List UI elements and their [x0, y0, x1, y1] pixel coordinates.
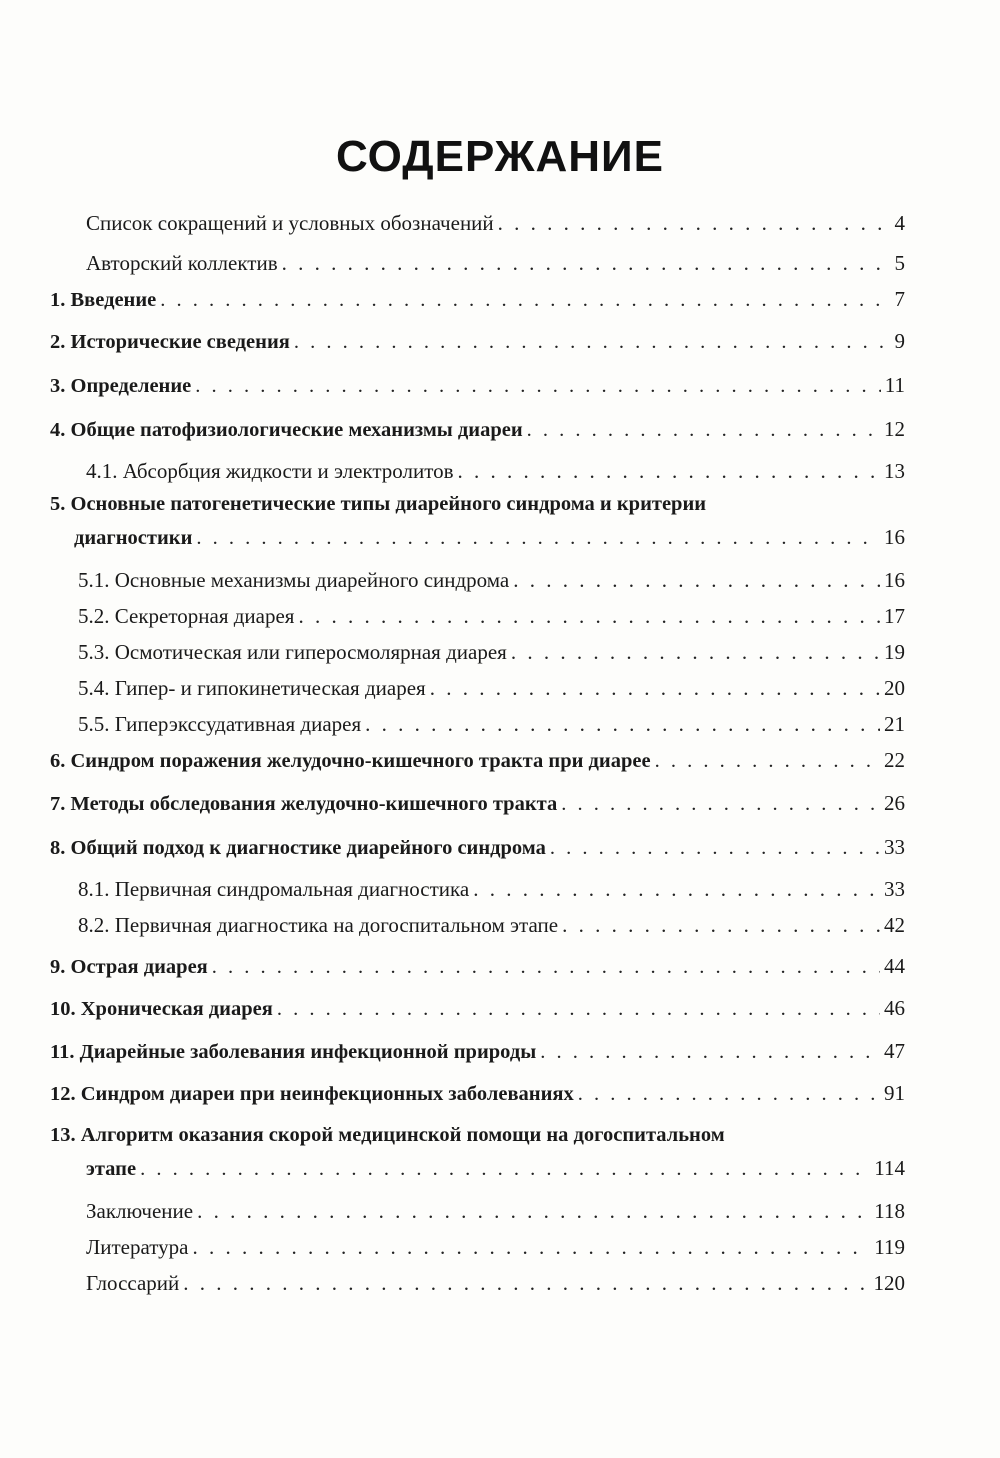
toc-entry-label: 10. Хроническая диарея: [50, 998, 273, 1020]
toc-entry[interactable]: [86, 248, 905, 278]
toc-entry-label: 8.2. Первичная диагностика на догоспитальном этапе: [78, 913, 559, 937]
leader-dots: [498, 208, 891, 238]
leader-dots: [513, 565, 880, 595]
toc-entry[interactable]: [78, 874, 905, 904]
leader-dots: [578, 1079, 880, 1109]
leader-dots: [195, 371, 880, 401]
toc-entry-label: 8. Общий подход к диагностике диарейного синдрома: [50, 837, 546, 859]
toc-page-number: 4: [894, 211, 905, 235]
toc-entry-label: 9. Острая диарея: [50, 956, 208, 978]
toc-page-number: 12: [884, 417, 905, 441]
toc-entry-label: Список сокращений и условных обозначений: [86, 211, 494, 235]
toc-entry-label-line1: 5. Основные патогенетические типы диарейного синдрома и критерии: [50, 493, 707, 515]
toc-entry[interactable]: [74, 522, 905, 552]
toc-entry[interactable]: [86, 1153, 905, 1183]
leader-dots: [197, 1196, 870, 1226]
toc-entry[interactable]: [50, 370, 905, 400]
toc-entry-label-line1: 13. Алгоритм оказания скорой медицинской помощи на догоспитальном: [50, 1124, 725, 1146]
leader-dots: [550, 833, 880, 863]
leader-dots: [298, 601, 880, 631]
toc-page-number: 17: [884, 604, 905, 628]
toc-entry[interactable]: [50, 284, 905, 314]
toc-page-number: 16: [884, 525, 905, 549]
toc-page-number: 11: [884, 373, 905, 397]
toc-entry[interactable]: [86, 1268, 905, 1298]
toc-page-number: 119: [874, 1235, 905, 1259]
toc-entry-label: 5.2. Секреторная диарея: [78, 604, 295, 628]
toc-entry[interactable]: [50, 326, 905, 356]
toc-page-number: 120: [873, 1271, 905, 1295]
leader-dots: [473, 874, 880, 904]
toc-page-number: 44: [884, 954, 905, 978]
leader-dots: [212, 952, 880, 982]
toc-page-number: 7: [894, 287, 905, 311]
toc-page-number: 26: [884, 791, 905, 815]
toc-entry-label: 2. Исторические сведения: [50, 331, 290, 353]
toc-entry-label: Заключение: [86, 1199, 194, 1223]
toc-page-number: 13: [884, 459, 905, 483]
toc-entry-label: 5.5. Гиперэкссудативная диарея: [78, 712, 362, 736]
toc-entry[interactable]: [86, 1196, 905, 1226]
toc-entry[interactable]: [50, 414, 905, 444]
toc-entry-label: 6. Синдром поражения желудочно-кишечного тракта при диарее: [50, 750, 651, 772]
toc-entry-label: 4. Общие патофизиологические механизмы диареи: [50, 419, 523, 441]
toc-page-number: 22: [884, 748, 905, 772]
leader-dots: [160, 285, 890, 315]
toc-entry[interactable]: [78, 910, 905, 940]
leader-dots: [430, 673, 880, 703]
leader-dots: [282, 248, 891, 278]
toc-page-number: 16: [884, 568, 905, 592]
leader-dots: [458, 456, 880, 486]
toc-entry[interactable]: [50, 1036, 905, 1066]
toc-page-number: 19: [884, 640, 905, 664]
toc-entry[interactable]: [78, 673, 905, 703]
toc-page-number: 118: [874, 1199, 905, 1223]
leader-dots: [365, 709, 880, 739]
leader-dots: [511, 637, 880, 667]
toc-entry-label: 4.1. Абсорбция жидкости и электролитов: [86, 459, 454, 483]
toc-entry[interactable]: [78, 709, 905, 739]
toc-page-number: 5: [894, 251, 905, 275]
toc-entry[interactable]: [50, 832, 905, 862]
toc-entry[interactable]: [78, 601, 905, 631]
toc-page-number: 91: [884, 1081, 905, 1105]
toc-entry[interactable]: [50, 951, 905, 981]
toc-entry-label: 3. Определение: [50, 375, 192, 397]
toc-page-number: 114: [874, 1156, 905, 1180]
toc-entry-label: Авторский коллектив: [86, 251, 278, 275]
leader-dots: [277, 994, 880, 1024]
leader-dots: [527, 415, 880, 445]
toc-entry[interactable]: [86, 456, 905, 486]
toc-page-number: 33: [884, 877, 905, 901]
toc-entry[interactable]: [78, 565, 905, 595]
toc-page-number: 42: [884, 913, 905, 937]
leader-dots: [562, 910, 880, 940]
toc-entry[interactable]: [50, 993, 905, 1023]
toc-page-number: 33: [884, 835, 905, 859]
leader-dots: [183, 1268, 869, 1298]
leader-dots: [294, 327, 891, 357]
toc-page-number: 9: [894, 329, 905, 353]
leader-dots: [655, 746, 880, 776]
toc-entry-label: 11. Диарейные заболевания инфекционной природы: [50, 1041, 537, 1063]
toc-entry[interactable]: [86, 208, 905, 238]
toc-entry-label: 8.1. Первичная синдромальная диагностика: [78, 877, 470, 901]
leader-dots: [196, 523, 880, 553]
page-title: СОДЕРЖАНИЕ: [335, 132, 665, 181]
toc-entry[interactable]: [50, 788, 905, 818]
leader-dots: [140, 1154, 870, 1184]
toc-page-number: 46: [884, 996, 905, 1020]
leader-dots: [561, 789, 880, 819]
toc-entry-label: этапе: [86, 1158, 137, 1180]
toc-entry[interactable]: [86, 1232, 905, 1262]
leader-dots: [540, 1037, 880, 1067]
toc-entry[interactable]: [50, 1078, 905, 1108]
toc-page-number: 47: [884, 1039, 905, 1063]
toc-entry-label: Глоссарий: [86, 1271, 180, 1295]
toc-entry-label: 5.1. Основные механизмы диарейного синдрома: [78, 568, 510, 592]
toc-entry-label: 12. Синдром диареи при неинфекционных заболеваниях: [50, 1083, 574, 1105]
toc-entry-label: 1. Введение: [50, 289, 157, 311]
toc-entry[interactable]: [50, 745, 905, 775]
toc-entry-label: Литература: [86, 1235, 189, 1259]
toc-entry[interactable]: [78, 637, 905, 667]
toc-entry-label: 7. Методы обследования желудочно-кишечного тракта: [50, 793, 558, 815]
leader-dots: [192, 1232, 870, 1262]
toc-entry-label: 5.3. Осмотическая или гиперосмолярная диарея: [78, 640, 507, 664]
toc-entry-label: 5.4. Гипер- и гипокинетическая диарея: [78, 676, 426, 700]
toc-page-number: 20: [884, 676, 905, 700]
toc-entry-label: диагностики: [74, 527, 193, 549]
toc-page-number: 21: [884, 712, 905, 736]
